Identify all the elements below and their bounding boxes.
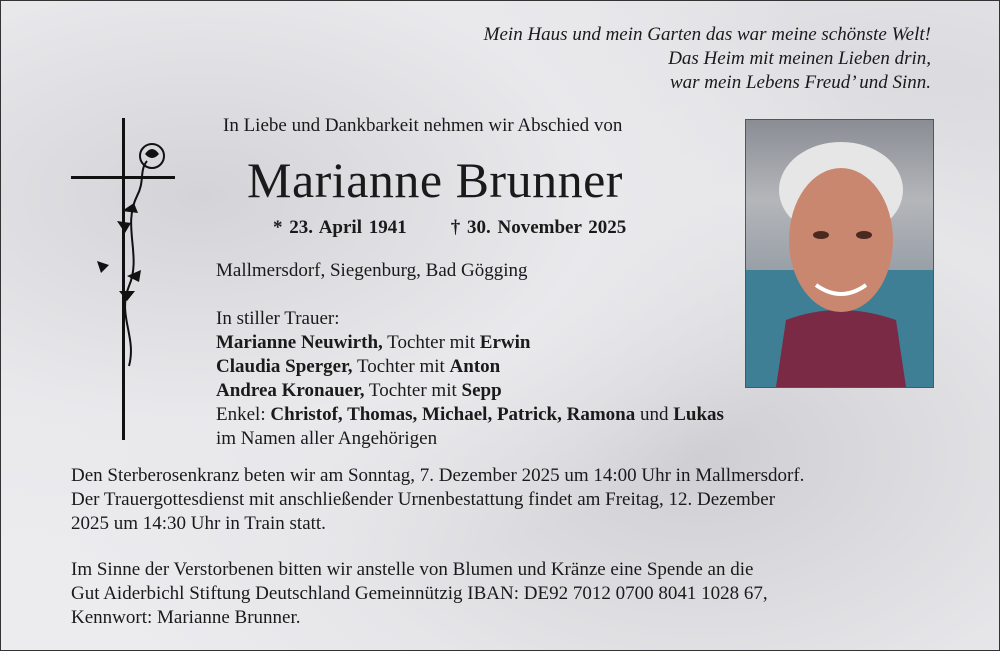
- death-date: † 30. November 2025: [450, 217, 627, 238]
- places: Mallmersdorf, Siegenburg, Bad Gögging: [216, 260, 528, 281]
- donation-info: Im Sinne der Verstorbenen bitten wir anstelle von Blumen und Kränze eine Spende an die Gut Aiderbichl Stiftung Deutschland Gemeinnützig IBAN: DE92 7012 0700 8041 1028 67, Kennwort: Marianne Brunner.: [71, 559, 768, 628]
- family-member: Claudia Sperger, Tochter mit Anton: [216, 356, 501, 377]
- family-member: Andrea Kronauer, Tochter mit Sepp: [216, 380, 502, 401]
- portrait-photo: [745, 119, 934, 388]
- family-member: Marianne Neuwirth, Tochter mit Erwin: [216, 332, 531, 353]
- grandchildren: Enkel: Christof, Thomas, Michael, Patrick, Ramona und Lukas: [216, 404, 724, 425]
- deceased-name: Marianne Brunner: [247, 152, 623, 208]
- intro-text: In Liebe und Dankbarkeit nehmen wir Abschied von: [223, 115, 623, 136]
- mourners: In stiller Trauer: Marianne Neuwirth, Tochter mit Erwin Claudia Sperger, Tochter mit Anton Andrea Kronauer, Tochter mit Sepp Enkel: Christof, Thomas, Michael, Patrick, Ramona und Lukas im Namen aller Angehörigen: [216, 308, 724, 449]
- birth-date: * 23. April 1941: [273, 217, 407, 238]
- service-info: Den Sterberosenkranz beten wir am Sonntag, 7. Dezember 2025 um 14:00 Uhr in Mallmersdorf. Der Trauergottesdienst mit anschließender Urnenbestattung findet am Freitag, 12. Dezember 2025 um 14:30 Uhr in Train statt.: [71, 465, 805, 534]
- cross-with-rose-icon: [67, 116, 177, 441]
- portrait-photo-image: [746, 120, 933, 387]
- poem: Mein Haus und mein Garten das war meine schönste Welt! Das Heim mit meinen Lieben drin, war mein Lebens Freud’ und Sinn.: [483, 24, 931, 93]
- life-dates: [273, 217, 670, 239]
